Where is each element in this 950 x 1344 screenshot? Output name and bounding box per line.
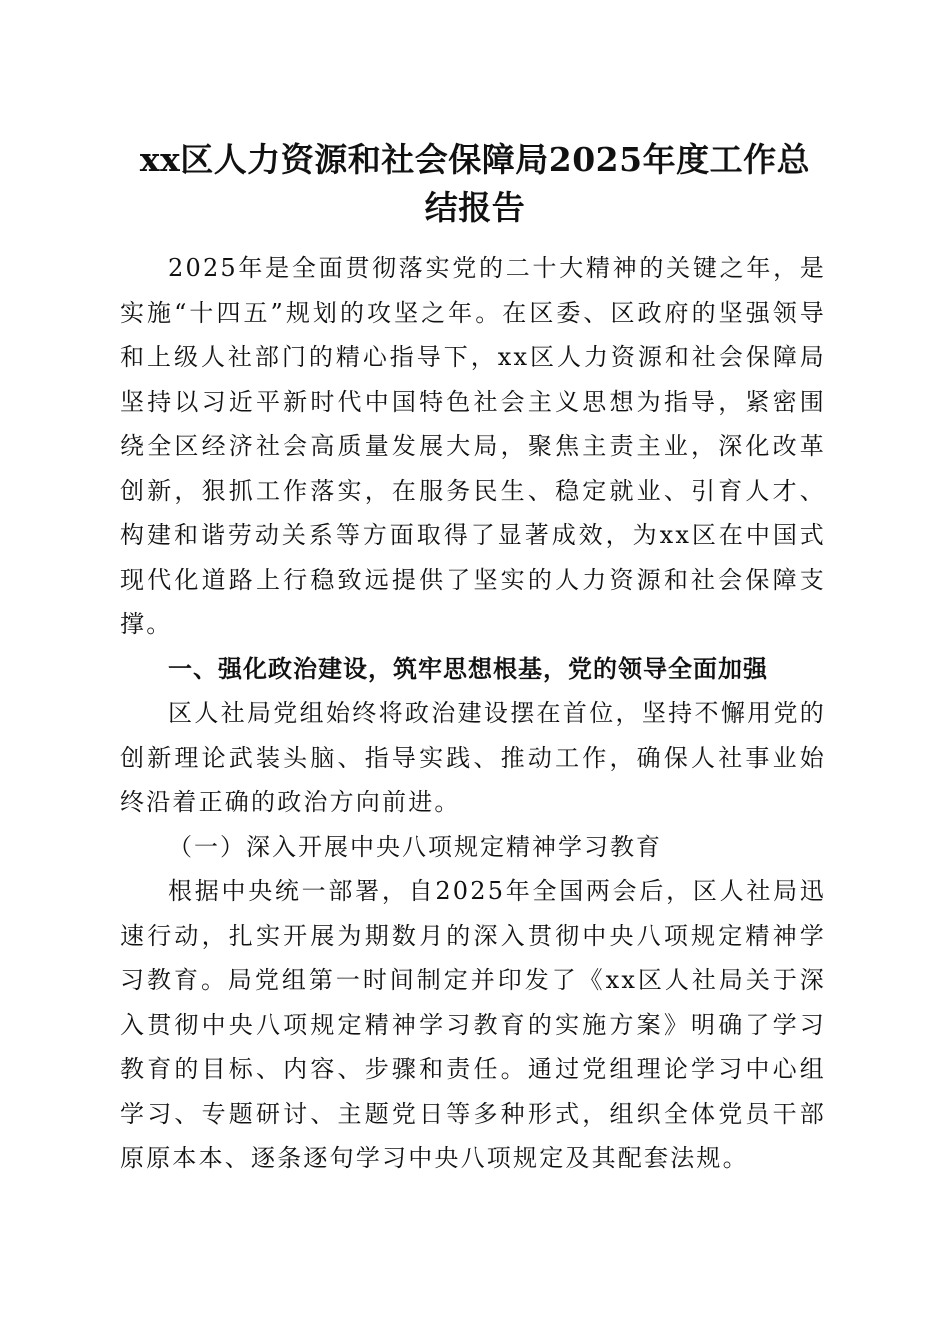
- subsection-heading-1: （一）深入开展中央八项规定精神学习教育: [168, 832, 662, 861]
- document-title: [110, 136, 840, 232]
- document-body: [120, 246, 826, 1181]
- subsection-paragraph-1: 根据中央统一部署，自2025年全国两会后，区人社局迅速行动，扎实开展为期数月的深入贯彻中央八项规定精神学习教育。局党组第一时间制定并印发了《xx区人社局关于深入贯彻中央八项规定精神学习教育的实施方案》明确了学习教育的目标、内容、步骤和责任。通过党组理论学习中心组学习、专题研讨、主题党日等多种形式，组织全体党员干部原原本本、逐条逐句学习中央八项规定及其配套法规。: [120, 877, 826, 1172]
- title-line-1: xx区人力资源和社会保障局2025年度工作总: [139, 140, 811, 179]
- title-line-2: 结报告: [424, 188, 526, 227]
- intro-paragraph: 2025年是全面贯彻落实党的二十大精神的关键之年，是实施“十四五”规划的攻坚之年。在区委、区政府的坚强领导和上级人社部门的精心指导下，xx区人力资源和社会保障局坚持以习近平新时代中国特色社会主义思想为指导，紧密围绕全区经济社会高质量发展大局，聚焦主责主业，深化改革创新，狠抓工作落实，在服务民生、稳定就业、引育人才、构建和谐劳动关系等方面取得了显著成效，为xx区在中国式现代化道路上行稳致远提供了坚实的人力资源和社会保障支撑。: [120, 254, 826, 638]
- section-heading-1: 一、强化政治建设，筑牢思想根基，党的领导全面加强: [168, 654, 768, 683]
- section-paragraph-1: 区人社局党组始终将政治建设摆在首位，坚持不懈用党的创新理论武装头脑、指导实践、推动工作，确保人社事业始终沿着正确的政治方向前进。: [120, 699, 826, 816]
